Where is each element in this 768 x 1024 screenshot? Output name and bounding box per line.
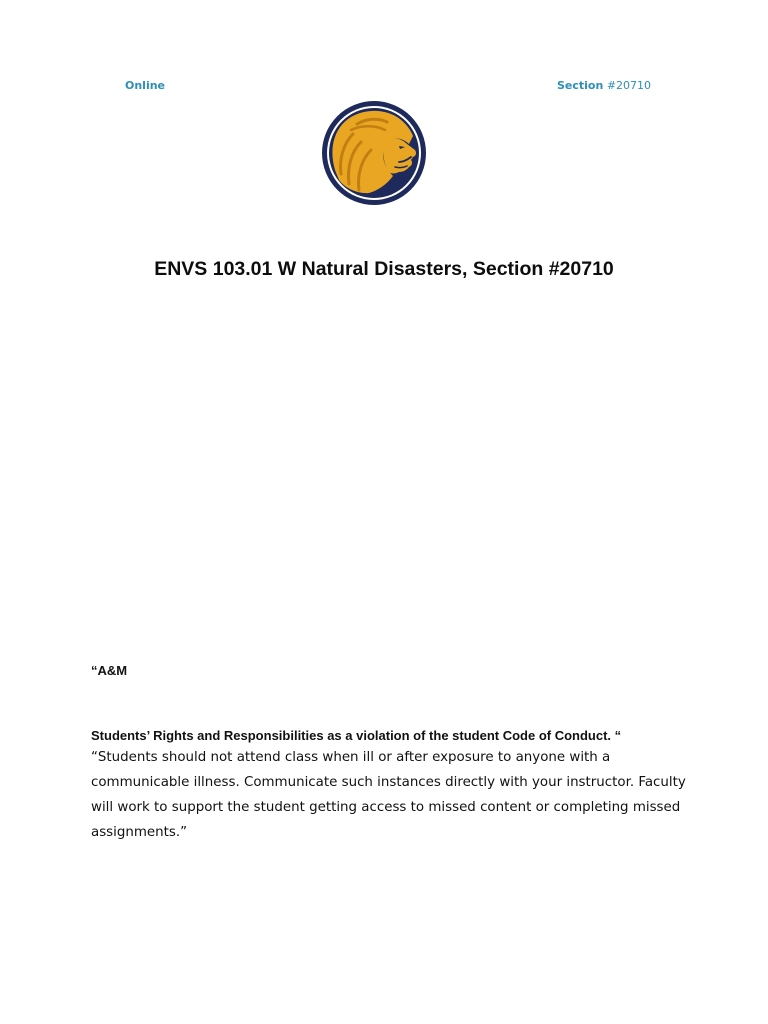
opening-quote: “A&M: [91, 663, 128, 678]
lion-head-icon: [321, 100, 427, 206]
rights-line: Students’ Rights and Responsibilities as a violation of the student Code of Conduct. “: [91, 728, 622, 743]
policy-section: [91, 727, 691, 845]
header-delivery-mode: Online: [125, 79, 166, 92]
header-section-number: #20710: [606, 79, 652, 92]
document-title: ENVS 103.01 W Natural Disasters, Section #20710: [154, 258, 614, 280]
header-section-label: Section: [557, 79, 604, 92]
illness-policy-text: “Students should not attend class when ill or after exposure to anyone with a communicable illness. Communicate such instances directly with your instructor. Faculty will work to support the student getting access to missed content or completing missed assignments.”: [91, 750, 686, 840]
header-section: [557, 79, 651, 92]
